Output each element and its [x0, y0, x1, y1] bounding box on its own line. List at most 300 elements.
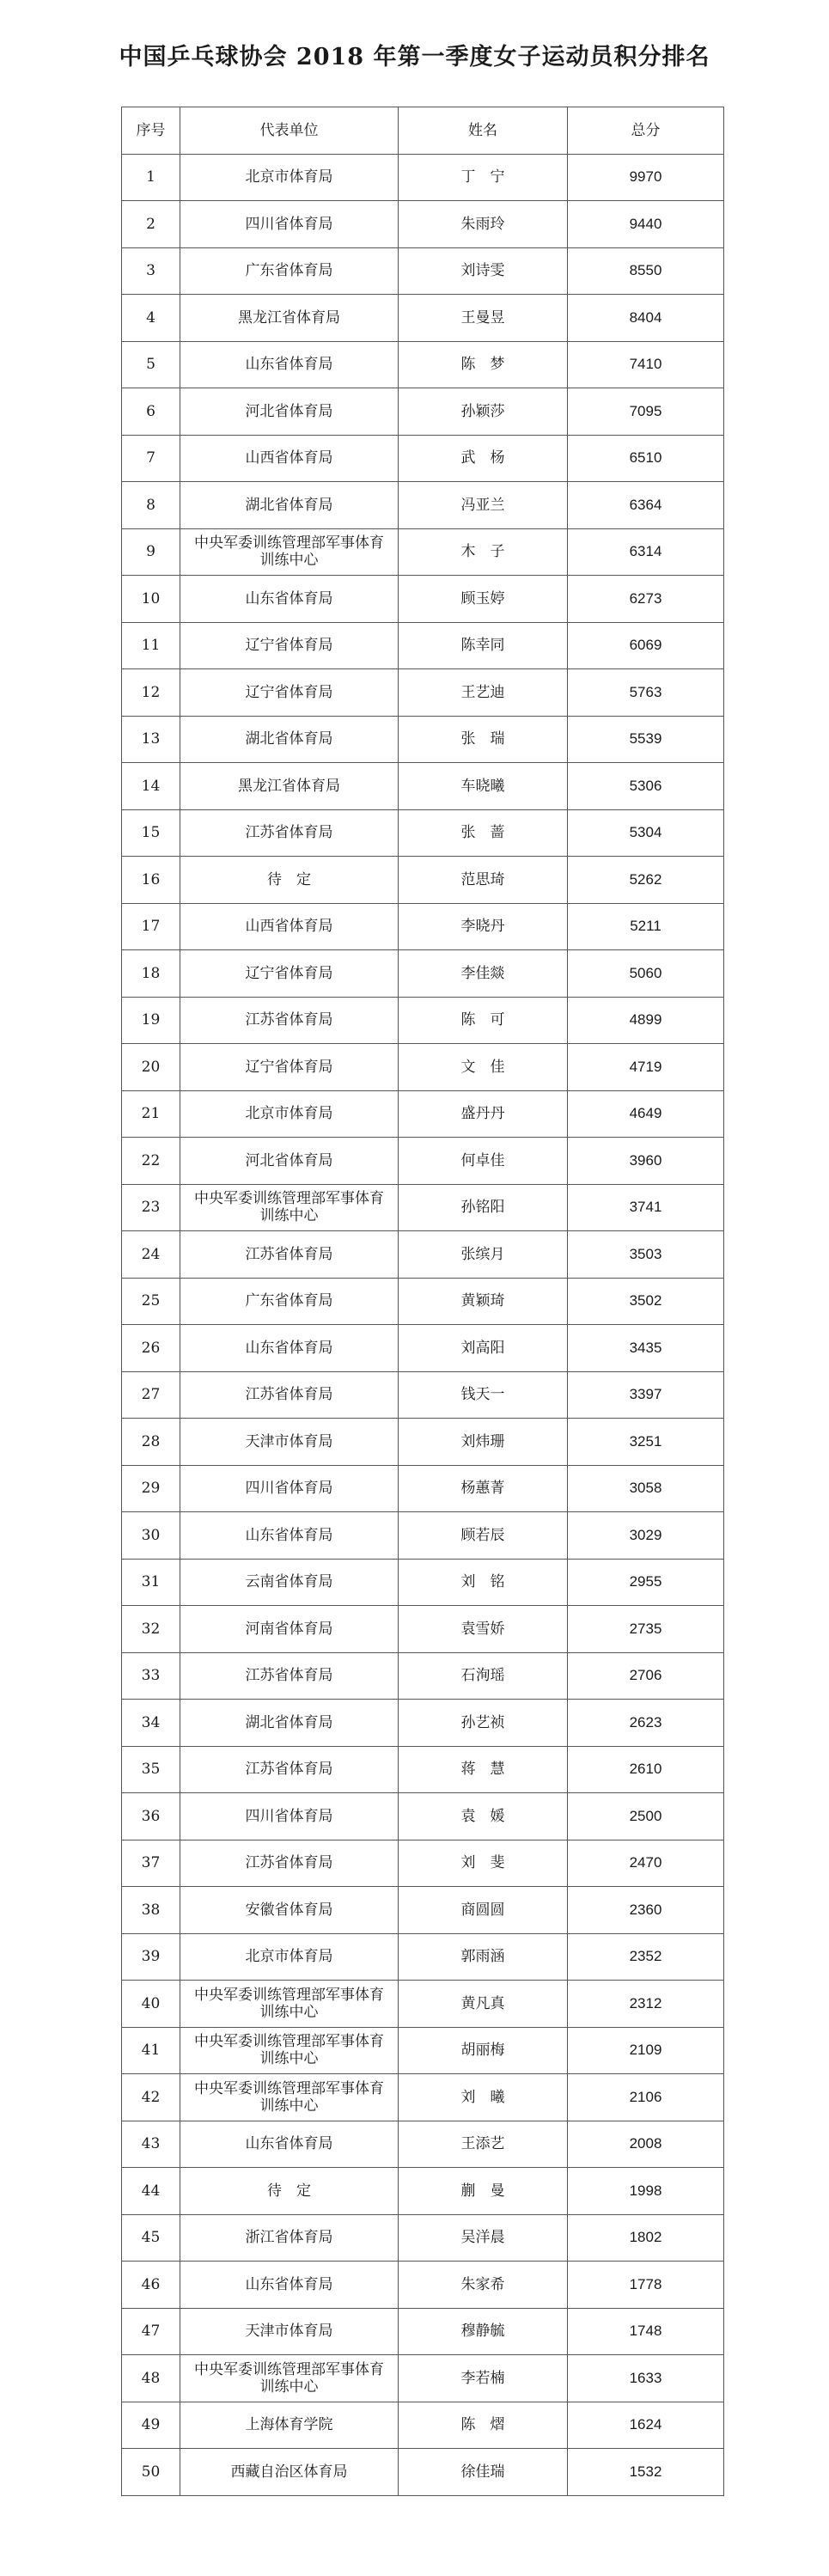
athlete-name-cell: 顾若辰 — [399, 1512, 568, 1560]
unit-cell — [180, 2027, 399, 2074]
table-row — [122, 435, 724, 482]
unit-text: 黑龙江省体育局 — [238, 308, 340, 327]
athlete-name-cell: 胡丽梅 — [399, 2027, 568, 2074]
athlete-name-cell: 李若楠 — [399, 2355, 568, 2402]
rank-cell: 7 — [122, 435, 180, 482]
table-row — [122, 1184, 724, 1231]
score-cell: 6364 — [568, 482, 724, 529]
athlete-name-cell: 王艺迪 — [399, 669, 568, 717]
rank-cell: 39 — [122, 1933, 180, 1981]
score-cell: 3029 — [568, 1512, 724, 1560]
unit-cell — [180, 1606, 399, 1653]
table-row — [122, 1278, 724, 1325]
rank-cell: 6 — [122, 388, 180, 436]
rank-cell: 43 — [122, 2121, 180, 2168]
athlete-name-cell: 朱家希 — [399, 2262, 568, 2309]
score-cell: 1778 — [568, 2262, 724, 2309]
athlete-name-cell: 蒯 曼 — [399, 2168, 568, 2215]
unit-text: 四川省体育局 — [245, 215, 333, 233]
score-cell: 8550 — [568, 247, 724, 295]
athlete-name-cell: 张缤月 — [399, 1231, 568, 1279]
unit-text: 山东省体育局 — [245, 589, 333, 607]
rank-cell: 21 — [122, 1090, 180, 1138]
athlete-name-cell: 王添艺 — [399, 2121, 568, 2168]
unit-cell — [180, 1138, 399, 1185]
unit-text: 云南省体育局 — [245, 1573, 333, 1591]
table-row — [122, 997, 724, 1044]
unit-cell — [180, 1371, 399, 1419]
table-row — [122, 295, 724, 342]
athlete-name-cell: 孙铭阳 — [399, 1184, 568, 1231]
rank-cell: 15 — [122, 809, 180, 857]
unit-text: 江苏省体育局 — [245, 1761, 333, 1779]
athlete-name-cell: 商圆圆 — [399, 1887, 568, 1934]
unit-cell — [180, 1700, 399, 1747]
score-cell: 3435 — [568, 1325, 724, 1372]
score-cell: 2470 — [568, 1840, 724, 1887]
unit-cell — [180, 763, 399, 810]
unit-text: 天津市体育局 — [245, 1432, 333, 1450]
rank-cell: 22 — [122, 1138, 180, 1185]
table-row — [122, 2168, 724, 2215]
table-row — [122, 1044, 724, 1091]
unit-text: 北京市体育局 — [245, 1105, 333, 1123]
score-cell: 2109 — [568, 2027, 724, 2074]
rank-cell: 27 — [122, 1371, 180, 1419]
unit-text: 江苏省体育局 — [245, 1245, 333, 1263]
table-row — [122, 2121, 724, 2168]
unit-text: 山西省体育局 — [245, 918, 333, 936]
unit-text: 山东省体育局 — [245, 2275, 333, 2293]
unit-text: 待 定 — [267, 2182, 311, 2200]
rank-cell: 36 — [122, 1793, 180, 1840]
unit-cell — [180, 950, 399, 998]
rank-cell: 47 — [122, 2308, 180, 2355]
rank-cell: 19 — [122, 997, 180, 1044]
unit-cell — [180, 528, 399, 576]
table-row — [122, 2074, 724, 2121]
rank-cell: 42 — [122, 2074, 180, 2121]
rank-cell: 50 — [122, 2449, 180, 2496]
score-cell: 2008 — [568, 2121, 724, 2168]
unit-text: 四川省体育局 — [245, 1807, 333, 1825]
unit-cell — [180, 1325, 399, 1372]
athlete-name-cell: 木 子 — [399, 528, 568, 576]
table-row — [122, 528, 724, 576]
rank-cell: 11 — [122, 622, 180, 669]
table-row — [122, 154, 724, 201]
rank-cell: 24 — [122, 1231, 180, 1279]
athlete-name-cell: 刘诗雯 — [399, 247, 568, 295]
unit-text: 中央军委训练管理部军事体育训练中心 — [194, 1190, 384, 1225]
score-cell: 1998 — [568, 2168, 724, 2215]
ranking-table — [121, 107, 724, 2496]
score-cell: 5304 — [568, 809, 724, 857]
score-cell: 5060 — [568, 950, 724, 998]
unit-text: 江苏省体育局 — [245, 1667, 333, 1685]
unit-cell — [180, 669, 399, 717]
table-row — [122, 1419, 724, 1466]
score-cell: 4899 — [568, 997, 724, 1044]
unit-cell — [180, 1419, 399, 1466]
unit-cell — [180, 482, 399, 529]
table-row — [122, 1981, 724, 2028]
athlete-name-cell: 朱雨玲 — [399, 201, 568, 248]
score-cell: 2623 — [568, 1700, 724, 1747]
score-cell: 2352 — [568, 1933, 724, 1981]
rank-cell: 44 — [122, 2168, 180, 2215]
rank-cell: 34 — [122, 1700, 180, 1747]
unit-text: 江苏省体育局 — [245, 1011, 333, 1029]
rank-cell: 23 — [122, 1184, 180, 1231]
rank-cell: 1 — [122, 154, 180, 201]
score-cell: 1532 — [568, 2449, 724, 2496]
unit-cell — [180, 1887, 399, 1934]
table-row — [122, 2402, 724, 2449]
unit-text: 辽宁省体育局 — [245, 1058, 333, 1076]
athlete-name-cell: 王曼昱 — [399, 295, 568, 342]
rank-cell: 20 — [122, 1044, 180, 1091]
table-row — [122, 482, 724, 529]
table-row — [122, 1559, 724, 1606]
athlete-name-cell: 陈 熠 — [399, 2402, 568, 2449]
rank-cell: 49 — [122, 2402, 180, 2449]
table-row — [122, 1887, 724, 1934]
table-row — [122, 1746, 724, 1793]
unit-text: 北京市体育局 — [245, 168, 333, 186]
unit-cell — [180, 576, 399, 623]
table-row — [122, 341, 724, 388]
unit-text: 安徽省体育局 — [245, 1901, 333, 1919]
table-row — [122, 2214, 724, 2262]
rank-cell: 26 — [122, 1325, 180, 1372]
unit-text: 黑龙江省体育局 — [238, 777, 340, 795]
table-row — [122, 1231, 724, 1279]
header-unit: 代表单位 — [180, 107, 399, 155]
rank-cell: 12 — [122, 669, 180, 717]
score-cell: 6069 — [568, 622, 724, 669]
table-row — [122, 716, 724, 763]
athlete-name-cell: 刘 曦 — [399, 2074, 568, 2121]
athlete-name-cell: 刘高阳 — [399, 1325, 568, 1372]
rank-cell: 25 — [122, 1278, 180, 1325]
table-row — [122, 1700, 724, 1747]
unit-text: 中央军委训练管理部军事体育训练中心 — [194, 534, 384, 570]
unit-cell — [180, 201, 399, 248]
score-cell: 2610 — [568, 1746, 724, 1793]
table-row — [122, 1606, 724, 1653]
athlete-name-cell: 吴洋晨 — [399, 2214, 568, 2262]
rank-cell: 46 — [122, 2262, 180, 2309]
athlete-name-cell: 郭雨涵 — [399, 1933, 568, 1981]
unit-cell — [180, 154, 399, 201]
unit-text: 中央军委训练管理部军事体育训练中心 — [194, 2079, 384, 2115]
athlete-name-cell: 黄颖琦 — [399, 1278, 568, 1325]
header-name: 姓名 — [399, 107, 568, 155]
rank-cell: 38 — [122, 1887, 180, 1934]
header-rank: 序号 — [122, 107, 180, 155]
unit-cell — [180, 1746, 399, 1793]
score-cell: 8404 — [568, 295, 724, 342]
rank-cell: 4 — [122, 295, 180, 342]
rank-cell: 29 — [122, 1465, 180, 1512]
unit-cell — [180, 2074, 399, 2121]
unit-text: 山东省体育局 — [245, 1339, 333, 1357]
athlete-name-cell: 蒋 慧 — [399, 1746, 568, 1793]
score-cell: 1633 — [568, 2355, 724, 2402]
score-cell: 2360 — [568, 1887, 724, 1934]
score-cell: 2312 — [568, 1981, 724, 2028]
unit-cell — [180, 2214, 399, 2262]
rank-cell: 30 — [122, 1512, 180, 1560]
score-cell: 5262 — [568, 857, 724, 904]
table-row — [122, 1652, 724, 1700]
unit-text: 江苏省体育局 — [245, 1386, 333, 1404]
unit-cell — [180, 1793, 399, 1840]
athlete-name-cell: 张 蔷 — [399, 809, 568, 857]
score-cell: 9970 — [568, 154, 724, 201]
unit-text: 上海体育学院 — [245, 2416, 333, 2434]
unit-text: 河北省体育局 — [245, 402, 333, 420]
table-row — [122, 2308, 724, 2355]
score-cell: 3251 — [568, 1419, 724, 1466]
unit-cell — [180, 622, 399, 669]
unit-cell — [180, 903, 399, 950]
unit-text: 中央军委训练管理部军事体育训练中心 — [194, 2360, 384, 2396]
unit-text: 山东省体育局 — [245, 356, 333, 374]
athlete-name-cell: 石洵瑶 — [399, 1652, 568, 1700]
table-row — [122, 622, 724, 669]
athlete-name-cell: 陈 可 — [399, 997, 568, 1044]
rank-cell: 28 — [122, 1419, 180, 1466]
unit-cell — [180, 716, 399, 763]
unit-cell — [180, 1184, 399, 1231]
athlete-name-cell: 穆静毓 — [399, 2308, 568, 2355]
unit-text: 江苏省体育局 — [245, 824, 333, 842]
unit-cell — [180, 435, 399, 482]
unit-text: 广东省体育局 — [245, 262, 333, 280]
unit-cell — [180, 2449, 399, 2496]
rank-cell: 13 — [122, 716, 180, 763]
table-row — [122, 1933, 724, 1981]
score-cell: 1802 — [568, 2214, 724, 2262]
unit-cell — [180, 1231, 399, 1279]
athlete-name-cell: 车晓曦 — [399, 763, 568, 810]
unit-cell — [180, 1278, 399, 1325]
athlete-name-cell: 孙颖莎 — [399, 388, 568, 436]
table-row — [122, 247, 724, 295]
rank-cell: 48 — [122, 2355, 180, 2402]
page-title: 中国乒乓球协会 2018 年第一季度女子运动员积分排名 — [119, 44, 710, 70]
rank-cell: 41 — [122, 2027, 180, 2074]
table-row — [122, 388, 724, 436]
table-row — [122, 763, 724, 810]
rank-cell: 32 — [122, 1606, 180, 1653]
rank-cell: 40 — [122, 1981, 180, 2028]
unit-cell — [180, 1512, 399, 1560]
rank-cell: 9 — [122, 528, 180, 576]
athlete-name-cell: 冯亚兰 — [399, 482, 568, 529]
score-cell: 2500 — [568, 1793, 724, 1840]
table-row — [122, 2262, 724, 2309]
rank-cell: 16 — [122, 857, 180, 904]
unit-cell — [180, 1933, 399, 1981]
unit-text: 江苏省体育局 — [245, 1854, 333, 1872]
unit-text: 辽宁省体育局 — [245, 637, 333, 655]
rank-cell: 33 — [122, 1652, 180, 1700]
rank-cell: 35 — [122, 1746, 180, 1793]
athlete-name-cell: 武 杨 — [399, 435, 568, 482]
rank-cell: 2 — [122, 201, 180, 248]
table-row — [122, 1793, 724, 1840]
athlete-name-cell: 钱天一 — [399, 1371, 568, 1419]
unit-text: 湖北省体育局 — [245, 496, 333, 514]
score-cell: 5211 — [568, 903, 724, 950]
score-cell: 5763 — [568, 669, 724, 717]
score-cell: 3502 — [568, 1278, 724, 1325]
rank-cell: 8 — [122, 482, 180, 529]
athlete-name-cell: 袁 媛 — [399, 1793, 568, 1840]
score-cell: 2706 — [568, 1652, 724, 1700]
table-row — [122, 1512, 724, 1560]
unit-cell — [180, 2262, 399, 2309]
unit-text: 山东省体育局 — [245, 1526, 333, 1544]
athlete-name-cell: 陈幸同 — [399, 622, 568, 669]
unit-cell — [180, 1652, 399, 1700]
athlete-name-cell: 刘炜珊 — [399, 1419, 568, 1466]
table-row — [122, 2355, 724, 2402]
unit-text: 中央军委训练管理部军事体育训练中心 — [194, 2033, 384, 2068]
rank-cell: 10 — [122, 576, 180, 623]
table-row — [122, 201, 724, 248]
athlete-name-cell: 何卓佳 — [399, 1138, 568, 1185]
unit-text: 河南省体育局 — [245, 1620, 333, 1638]
unit-cell — [180, 295, 399, 342]
table-row — [122, 669, 724, 717]
unit-text: 辽宁省体育局 — [245, 683, 333, 701]
score-cell: 2955 — [568, 1559, 724, 1606]
unit-cell — [180, 2355, 399, 2402]
athlete-name-cell: 丁 宁 — [399, 154, 568, 201]
score-cell: 5539 — [568, 716, 724, 763]
score-cell: 3503 — [568, 1231, 724, 1279]
table-row — [122, 1090, 724, 1138]
unit-cell — [180, 997, 399, 1044]
score-cell: 3960 — [568, 1138, 724, 1185]
rank-cell: 3 — [122, 247, 180, 295]
athlete-name-cell: 张 瑞 — [399, 716, 568, 763]
unit-cell — [180, 1090, 399, 1138]
athlete-name-cell: 刘 斐 — [399, 1840, 568, 1887]
score-cell: 3397 — [568, 1371, 724, 1419]
athlete-name-cell: 顾玉婷 — [399, 576, 568, 623]
unit-text: 山西省体育局 — [245, 449, 333, 467]
athlete-name-cell: 陈 梦 — [399, 341, 568, 388]
athlete-name-cell: 李晓丹 — [399, 903, 568, 950]
unit-text: 山东省体育局 — [245, 2135, 333, 2153]
unit-cell — [180, 1981, 399, 2028]
rank-cell: 5 — [122, 341, 180, 388]
table-row — [122, 809, 724, 857]
table-header-row — [122, 107, 724, 155]
athlete-name-cell: 文 佳 — [399, 1044, 568, 1091]
table-row — [122, 2027, 724, 2074]
unit-cell — [180, 247, 399, 295]
unit-cell — [180, 809, 399, 857]
score-cell: 3741 — [568, 1184, 724, 1231]
unit-text: 辽宁省体育局 — [245, 964, 333, 982]
score-cell: 4649 — [568, 1090, 724, 1138]
unit-cell — [180, 388, 399, 436]
unit-cell — [180, 2308, 399, 2355]
unit-cell — [180, 2402, 399, 2449]
unit-cell — [180, 1465, 399, 1512]
athlete-name-cell: 杨蕙菁 — [399, 1465, 568, 1512]
score-cell: 6273 — [568, 576, 724, 623]
score-cell: 7410 — [568, 341, 724, 388]
table-row — [122, 857, 724, 904]
score-cell: 9440 — [568, 201, 724, 248]
athlete-name-cell: 范思琦 — [399, 857, 568, 904]
rank-cell: 45 — [122, 2214, 180, 2262]
score-cell: 5306 — [568, 763, 724, 810]
table-row — [122, 903, 724, 950]
table-row — [122, 950, 724, 998]
table-row — [122, 1138, 724, 1185]
score-cell: 2106 — [568, 2074, 724, 2121]
athlete-name-cell: 李佳燚 — [399, 950, 568, 998]
header-score: 总分 — [568, 107, 724, 155]
rank-cell: 18 — [122, 950, 180, 998]
score-cell: 1748 — [568, 2308, 724, 2355]
athlete-name-cell: 袁雪娇 — [399, 1606, 568, 1653]
table-row — [122, 2449, 724, 2496]
rank-cell: 31 — [122, 1559, 180, 1606]
unit-text: 天津市体育局 — [245, 2323, 333, 2341]
score-cell: 4719 — [568, 1044, 724, 1091]
unit-cell — [180, 1044, 399, 1091]
unit-text: 待 定 — [267, 870, 311, 888]
athlete-name-cell: 黄凡真 — [399, 1981, 568, 2028]
score-cell: 6314 — [568, 528, 724, 576]
unit-cell — [180, 2168, 399, 2215]
unit-cell — [180, 1840, 399, 1887]
table-row — [122, 1371, 724, 1419]
athlete-name-cell: 刘 铭 — [399, 1559, 568, 1606]
score-cell: 3058 — [568, 1465, 724, 1512]
score-cell: 6510 — [568, 435, 724, 482]
unit-text: 浙江省体育局 — [245, 2229, 333, 2247]
unit-cell — [180, 1559, 399, 1606]
unit-cell — [180, 857, 399, 904]
unit-cell — [180, 341, 399, 388]
athlete-name-cell: 徐佳瑞 — [399, 2449, 568, 2496]
unit-text: 湖北省体育局 — [245, 730, 333, 748]
unit-text: 北京市体育局 — [245, 1948, 333, 1966]
table-row — [122, 1840, 724, 1887]
rank-cell: 14 — [122, 763, 180, 810]
unit-text: 湖北省体育局 — [245, 1713, 333, 1731]
unit-text: 西藏自治区体育局 — [230, 2463, 348, 2481]
table-row — [122, 576, 724, 623]
rank-cell: 37 — [122, 1840, 180, 1887]
unit-text: 河北省体育局 — [245, 1151, 333, 1169]
athlete-name-cell: 盛丹丹 — [399, 1090, 568, 1138]
unit-text: 广东省体育局 — [245, 1292, 333, 1310]
score-cell: 7095 — [568, 388, 724, 436]
athlete-name-cell: 孙艺祯 — [399, 1700, 568, 1747]
table-row — [122, 1465, 724, 1512]
